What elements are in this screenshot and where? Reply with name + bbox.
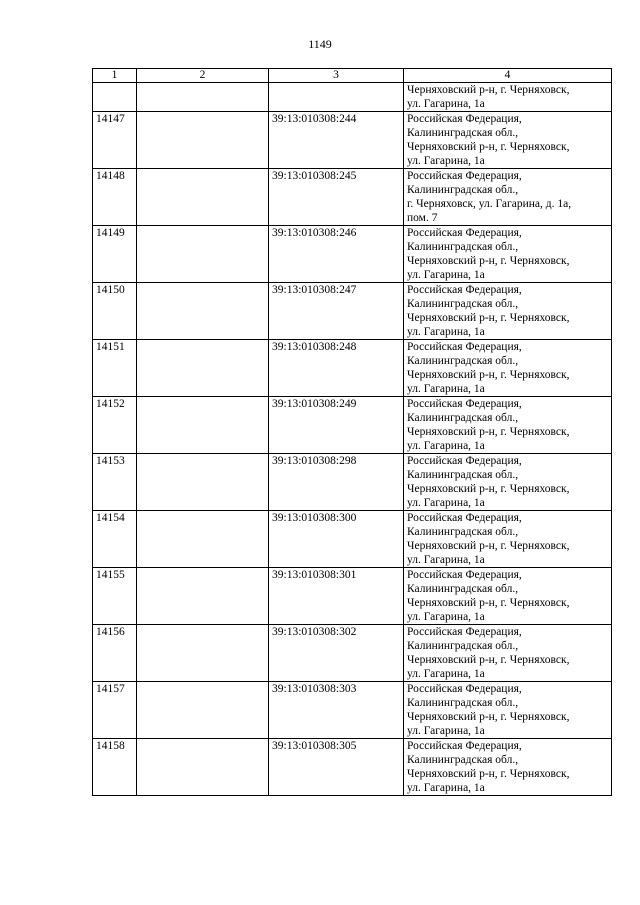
address-line: Черняховский р-н, г. Черняховск,	[407, 540, 570, 552]
column-2-cell	[137, 169, 269, 226]
address-line: ул. Гагарина, 1а	[407, 554, 485, 566]
address-line: ул. Гагарина, 1а	[407, 326, 485, 338]
address-line: Российская Федерация,	[407, 569, 522, 581]
address-line: пом. 7	[407, 212, 438, 224]
address-line: Калининградская обл.,	[407, 526, 519, 538]
table-row	[93, 226, 612, 283]
registry-table	[92, 68, 612, 796]
address-cell	[404, 397, 612, 454]
address-line: Российская Федерация,	[407, 398, 522, 410]
address-line: Черняховский р-н, г. Черняховск,	[407, 597, 570, 609]
cadastral-number-cell: 39:13:010308:300	[269, 511, 404, 568]
column-2-cell	[137, 397, 269, 454]
address-line: Черняховский р-н, г. Черняховск,	[407, 141, 570, 153]
address-line: Калининградская обл.,	[407, 469, 519, 481]
column-2-cell	[137, 226, 269, 283]
address-line: Российская Федерация,	[407, 740, 522, 752]
table-row	[93, 169, 612, 226]
row-number-cell: 14152	[93, 397, 137, 454]
address-line: Калининградская обл.,	[407, 127, 519, 139]
row-number-cell: 14149	[93, 226, 137, 283]
row-number-cell: 14154	[93, 511, 137, 568]
table-row	[93, 340, 612, 397]
cadastral-number-cell: 39:13:010308:301	[269, 568, 404, 625]
cadastral-number-cell: 39:13:010308:302	[269, 625, 404, 682]
column-2-cell	[137, 682, 269, 739]
table-body	[93, 83, 612, 796]
address-line: Черняховский р-н, г. Черняховск,	[407, 84, 570, 96]
address-line: Черняховский р-н, г. Черняховск,	[407, 768, 570, 780]
address-line: ул. Гагарина, 1а	[407, 269, 485, 281]
table-row	[93, 112, 612, 169]
cadastral-number-cell: 39:13:010308:305	[269, 739, 404, 796]
address-line: Калининградская обл.,	[407, 697, 519, 709]
row-number-cell: 14156	[93, 625, 137, 682]
row-number-cell: 14151	[93, 340, 137, 397]
row-number-cell: 14147	[93, 112, 137, 169]
address-line: Калининградская обл.,	[407, 412, 519, 424]
cadastral-number-cell: 39:13:010308:246	[269, 226, 404, 283]
address-line: Российская Федерация,	[407, 113, 522, 125]
address-line: Калининградская обл.,	[407, 355, 519, 367]
address-line: ул. Гагарина, 1а	[407, 725, 485, 737]
address-cell	[404, 682, 612, 739]
row-number-cell: 14155	[93, 568, 137, 625]
cadastral-number-cell: 39:13:010308:247	[269, 283, 404, 340]
column-2-cell	[137, 283, 269, 340]
table-row	[93, 625, 612, 682]
cadastral-number-cell: 39:13:010308:303	[269, 682, 404, 739]
row-number-cell: 14150	[93, 283, 137, 340]
table-row	[93, 568, 612, 625]
address-line: Черняховский р-н, г. Черняховск,	[407, 654, 570, 666]
address-line: Калининградская обл.,	[407, 184, 519, 196]
address-cell	[404, 511, 612, 568]
address-line: Российская Федерация,	[407, 626, 522, 638]
cadastral-number-cell: 39:13:010308:298	[269, 454, 404, 511]
address-cell	[404, 169, 612, 226]
table-row	[93, 283, 612, 340]
table-row	[93, 454, 612, 511]
address-line: Российская Федерация,	[407, 227, 522, 239]
column-header-2: 2	[137, 69, 269, 83]
address-line: ул. Гагарина, 1а	[407, 98, 485, 110]
address-line: Калининградская обл.,	[407, 583, 519, 595]
column-header-4: 4	[404, 69, 612, 83]
table-row	[93, 739, 612, 796]
cadastral-number-cell	[269, 83, 404, 112]
address-line: ул. Гагарина, 1а	[407, 611, 485, 623]
address-line: Калининградская обл.,	[407, 640, 519, 652]
address-cell	[404, 739, 612, 796]
address-cell	[404, 283, 612, 340]
address-line: Черняховский р-н, г. Черняховск,	[407, 711, 570, 723]
address-cell	[404, 454, 612, 511]
address-line: ул. Гагарина, 1а	[407, 497, 485, 509]
cadastral-number-cell: 39:13:010308:249	[269, 397, 404, 454]
address-line: Калининградская обл.,	[407, 754, 519, 766]
column-2-cell	[137, 568, 269, 625]
row-number-cell	[93, 83, 137, 112]
column-2-cell	[137, 511, 269, 568]
table-row	[93, 682, 612, 739]
address-cell	[404, 340, 612, 397]
column-2-cell	[137, 739, 269, 796]
address-line: Российская Федерация,	[407, 170, 522, 182]
column-2-cell	[137, 112, 269, 169]
address-cell	[404, 226, 612, 283]
column-2-cell	[137, 83, 269, 112]
row-number-cell: 14148	[93, 169, 137, 226]
page-number: 1149	[308, 37, 332, 51]
continuation-row	[93, 83, 612, 112]
address-line: ул. Гагарина, 1а	[407, 782, 485, 794]
address-line: Российская Федерация,	[407, 455, 522, 467]
address-line: Черняховский р-н, г. Черняховск,	[407, 483, 570, 495]
address-line: Калининградская обл.,	[407, 298, 519, 310]
column-2-cell	[137, 625, 269, 682]
address-line: Черняховский р-н, г. Черняховск,	[407, 312, 570, 324]
address-line: Калининградская обл.,	[407, 241, 519, 253]
table-row	[93, 511, 612, 568]
address-line: Черняховский р-н, г. Черняховск,	[407, 255, 570, 267]
column-header-1: 1	[93, 69, 137, 83]
address-line: Российская Федерация,	[407, 512, 522, 524]
address-cell	[404, 568, 612, 625]
address-line: Российская Федерация,	[407, 284, 522, 296]
row-number-cell: 14157	[93, 682, 137, 739]
address-cell	[404, 83, 612, 112]
address-line: ул. Гагарина, 1а	[407, 383, 485, 395]
cadastral-number-cell: 39:13:010308:245	[269, 169, 404, 226]
address-cell	[404, 625, 612, 682]
cadastral-number-cell: 39:13:010308:244	[269, 112, 404, 169]
column-2-cell	[137, 454, 269, 511]
address-line: Российская Федерация,	[407, 683, 522, 695]
address-line: Черняховский р-н, г. Черняховск,	[407, 369, 570, 381]
cadastral-number-cell: 39:13:010308:248	[269, 340, 404, 397]
row-number-cell: 14153	[93, 454, 137, 511]
column-header-3: 3	[269, 69, 404, 83]
table-row	[93, 397, 612, 454]
address-line: Черняховский р-н, г. Черняховск,	[407, 426, 570, 438]
row-number-cell: 14158	[93, 739, 137, 796]
address-line: ул. Гагарина, 1а	[407, 155, 485, 167]
address-cell	[404, 112, 612, 169]
column-2-cell	[137, 340, 269, 397]
address-line: г. Черняховск, ул. Гагарина, д. 1а,	[407, 198, 572, 210]
table-header-row	[93, 69, 612, 83]
address-line: ул. Гагарина, 1а	[407, 440, 485, 452]
address-line: Российская Федерация,	[407, 341, 522, 353]
address-line: ул. Гагарина, 1а	[407, 668, 485, 680]
